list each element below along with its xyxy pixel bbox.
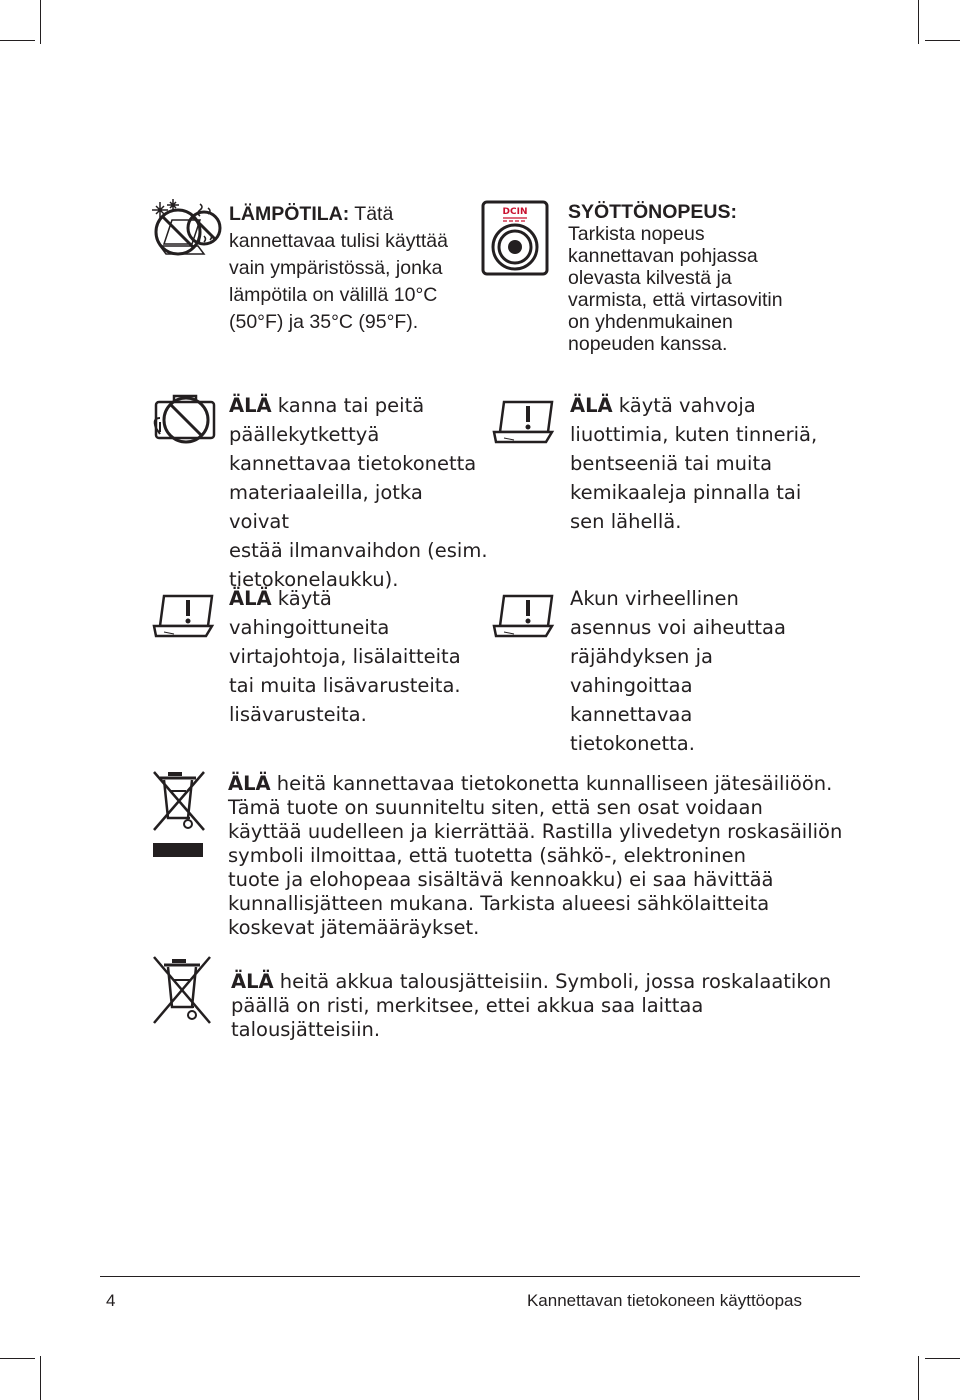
text-line: lämpötila on välillä 10°C (229, 284, 438, 306)
text-line: vahingoittaa (570, 674, 693, 697)
text-line: kannettavaa tulisi käyttää (229, 230, 448, 252)
text-line: olevasta kilvestä ja (568, 267, 732, 289)
carry-text (229, 391, 489, 594)
text-line: nopeuden kanssa. (568, 333, 728, 355)
crop-mark (918, 1356, 919, 1400)
laptop-warning-icon (490, 396, 560, 446)
crop-mark (925, 40, 960, 41)
text-line: Tämä tuote on suunniteltu siten, että sen osat voidaan (228, 796, 763, 819)
crop-mark (0, 40, 35, 41)
text-line: kannettavaa (570, 703, 693, 726)
text-line: heitä kannettavaa tietokonetta kunnalliseen jätesäiliöön. (270, 772, 833, 795)
text-line: tuote ja elohopeaa sisältävä kennoakku) ei saa hävittää (228, 868, 774, 891)
text-line: vahingoittuneita (229, 616, 390, 639)
text-line: Tarkista nopeus (568, 223, 705, 245)
battery-disposal-text (231, 970, 851, 1042)
text-line: estää ilmanvaihdon (esim. (229, 539, 488, 562)
text-line: sen lähellä. (570, 510, 682, 533)
text-line: kemikaaleja pinnalla tai (570, 481, 802, 504)
cords-heading: ÄLÄ (229, 587, 272, 610)
text-line: tai muita lisävarusteita. (229, 674, 461, 697)
text-line: tietokonelaukku). (229, 568, 399, 591)
text-line: varmista, että virtasovitin (568, 289, 783, 311)
crossed-bin-icon (150, 770, 210, 832)
text-line: virtajohtoja, lisälaitteita (229, 645, 461, 668)
text-line: Akun virheellinen (570, 587, 739, 610)
text-line: vain ympäristössä, jonka (229, 257, 443, 279)
dcin-label: DCIN (502, 207, 528, 217)
text-line: materiaaleilla, jotka voivat (229, 481, 423, 533)
solvents-heading: ÄLÄ (570, 394, 613, 417)
temperature-text (229, 201, 479, 336)
bin-underline-bar (153, 843, 203, 857)
carry-heading: ÄLÄ (229, 394, 272, 417)
text-line: kanna tai peitä (271, 394, 425, 417)
laptop-warning-icon (150, 590, 220, 640)
cords-text (229, 584, 489, 729)
footer-title: Kannettavan tietokoneen käyttöopas (526, 1291, 802, 1310)
battery-disposal-heading: ÄLÄ (231, 970, 274, 993)
temperature-heading: LÄMPÖTILA: (229, 203, 350, 225)
crop-mark (918, 0, 919, 44)
text-line: käytä (271, 587, 332, 610)
text-line: räjähdyksen ja (570, 645, 713, 668)
laptop-warning-icon (490, 590, 560, 640)
text-line: kannettavaa tietokonetta (229, 452, 477, 475)
text-line: koskevat jätemääräykset. (228, 916, 480, 939)
text-line: bentseeniä tai muita (570, 452, 773, 475)
text-line: liuottimia, kuten tinneriä, (570, 423, 818, 446)
text-line: Tätä (349, 203, 394, 225)
hot-cold-laptop-icon (150, 198, 222, 270)
text-line: kunnallisjätteen mukana. Tarkista alueesi sähkölaitteita (228, 892, 770, 915)
text-line: tietokonetta. (570, 732, 695, 755)
input-rating-heading: SYÖTTÖNOPEUS: (568, 201, 738, 223)
dcin-jack-icon (481, 200, 549, 276)
crop-mark (0, 1358, 35, 1359)
text-line: lisävarusteita. (229, 703, 367, 726)
text-line: asennus voi aiheuttaa (570, 616, 786, 639)
text-line: kannettavan pohjassa (568, 245, 758, 267)
text-line: päällekytkettyä (229, 423, 380, 446)
crop-mark (925, 1358, 960, 1359)
page-number: 4 (106, 1291, 116, 1310)
disposal-heading: ÄLÄ (228, 772, 271, 795)
text-line: on yhdenmukainen (568, 311, 733, 333)
text-line: heitä akkua talousjätteisiin. Symboli, jossa roskalaatikon (273, 970, 832, 993)
no-bag-icon (150, 392, 218, 448)
solvents-text (570, 391, 830, 536)
footer-rule (100, 1276, 860, 1277)
text-line: päällä on risti, merkitsee, ettei akkua saa laittaa talousjätteisiin. (231, 994, 704, 1041)
text-line: käytä vahvoja (612, 394, 756, 417)
crop-mark (40, 1356, 41, 1400)
crossed-bin-icon (150, 955, 214, 1025)
crop-mark (40, 0, 41, 44)
battery-install-text (570, 584, 830, 758)
text-line: symboli ilmoittaa, että tuotetta (sähkö-, elektroninen (228, 844, 747, 867)
disposal-text (228, 772, 848, 940)
text-line: käyttää uudelleen ja kierrättää. Rastilla ylivedetyn roskasäiliön (228, 820, 843, 843)
input-rating-text (568, 201, 828, 355)
text-line: (50°F) ja 35°C (95°F). (229, 311, 419, 333)
